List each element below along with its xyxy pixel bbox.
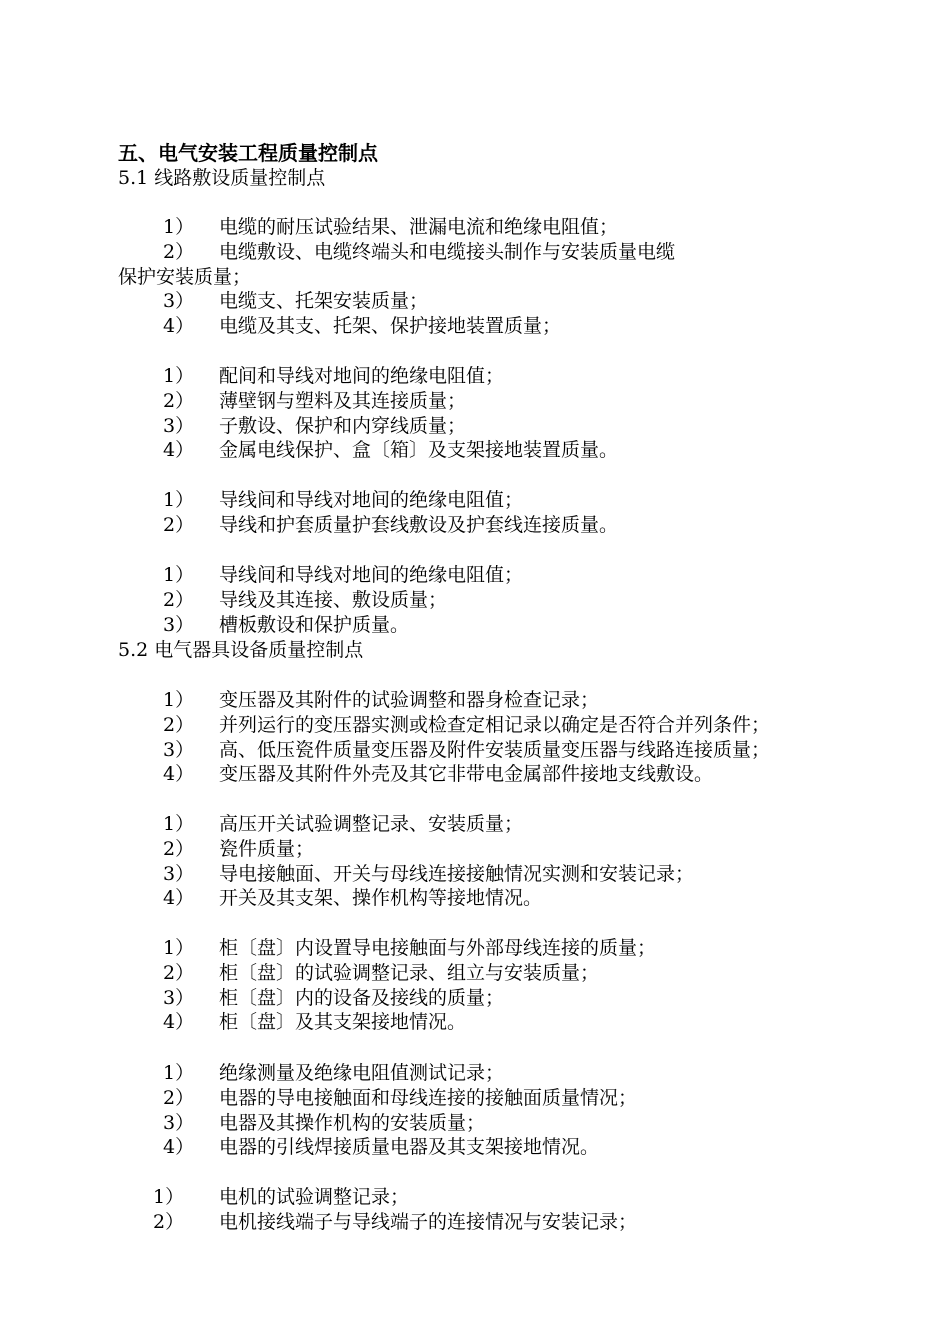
- item-text: 电机的试验调整记录；: [219, 1186, 410, 1208]
- item-text: 薄壁钢与塑料及其连接质量；: [219, 389, 467, 412]
- item-text: 柜〔盘〕内设置导电接触面与外部母线连接的质量；: [219, 937, 657, 959]
- section2-title: 5.2 电气器具设备质量控制点: [118, 639, 364, 661]
- item-number: 4）: [163, 1011, 195, 1034]
- item-text: 子敷设、保护和内穿线质量；: [219, 414, 467, 437]
- item-number: 3）: [163, 738, 195, 761]
- item-number: 2）: [163, 240, 195, 263]
- item-number: 4）: [163, 763, 195, 786]
- item-text: 配间和导线对地间的绝缘电阻值；: [219, 365, 505, 387]
- item-number: 3）: [163, 290, 195, 313]
- item-text: 变压器及其附件外壳及其它非带电金属部件接地支线敷设。: [219, 763, 714, 786]
- item-text: 柜〔盘〕及其支架接地情况。: [219, 1011, 467, 1034]
- item-number: 4）: [163, 315, 195, 338]
- section1-title: 5.1 线路敷设质量控制点: [118, 167, 326, 189]
- item-number: 3）: [163, 862, 195, 885]
- item-text: 电机接线端子与导线端子的连接情况与安装记录；: [219, 1210, 638, 1233]
- item-number: 1）: [163, 1062, 195, 1084]
- item-number: 3）: [163, 986, 195, 1009]
- item-text: 导线和护套质量护套线敷设及护套线连接质量。: [219, 513, 619, 536]
- item-text: 导线间和导线对地间的绝缘电阻值；: [219, 489, 524, 511]
- item-number: 1）: [153, 1186, 185, 1208]
- item-text: 电缆敷设、电缆终端头和电缆接头制作与安装质量电缆: [219, 240, 676, 263]
- item-text: 电缆的耐压试验结果、泄漏电流和绝缘电阻值；: [219, 216, 619, 238]
- item-number: 3）: [163, 414, 195, 437]
- item-text: 槽板敷设和保护质量。: [219, 613, 410, 636]
- item-text: 电缆及其支、托架、保护接地装置质量；: [219, 315, 562, 338]
- item-number: 2）: [163, 588, 195, 611]
- item-number: 4）: [163, 439, 195, 462]
- item-text: 高、低压瓷件质量变压器及附件安装质量变压器与线路连接质量；: [219, 738, 771, 761]
- item-number: 1）: [163, 813, 195, 835]
- item-text: 高压开关试验调整记录、安装质量；: [219, 813, 524, 835]
- item-number: 2）: [163, 1086, 195, 1109]
- item-text: 绝缘测量及绝缘电阻值测试记录；: [219, 1062, 505, 1084]
- item-number: 2）: [163, 713, 195, 736]
- item-number: 1）: [163, 216, 195, 238]
- item-number: 1）: [163, 689, 195, 711]
- item-text: 电器的导电接触面和母线连接的接触面质量情况；: [219, 1086, 638, 1109]
- item-text: 电器的引线焊接质量电器及其支架接地情况。: [219, 1136, 600, 1159]
- item-number: 2）: [163, 961, 195, 984]
- item-number: 4）: [163, 887, 195, 910]
- item-text: 导线及其连接、敷设质量；: [219, 588, 448, 611]
- item-text: 开关及其支架、操作机构等接地情况。: [219, 887, 543, 910]
- item-number: 2）: [163, 513, 195, 536]
- item-text: 金属电线保护、盒〔箱〕及支架接地装置质量。: [219, 439, 619, 462]
- item-text: 柜〔盘〕内的设备及接线的质量；: [219, 986, 505, 1009]
- item-text: 变压器及其附件的试验调整和器身检查记录；: [219, 689, 600, 711]
- item-number: 1）: [163, 937, 195, 959]
- item-number: 2）: [153, 1210, 185, 1233]
- item-number: 3）: [163, 613, 195, 636]
- item-text: 导电接触面、开关与母线连接接触情况实测和安装记录；: [219, 862, 695, 885]
- item-number: 3）: [163, 1111, 195, 1134]
- item-text: 柜〔盘〕的试验调整记录、组立与安装质量；: [219, 961, 600, 984]
- page-title: 五、电气安装工程质量控制点: [118, 141, 378, 165]
- item-number: 1）: [163, 564, 195, 586]
- item-text: 并列运行的变压器实测或检查定相记录以确定是否符合并列条件；: [219, 713, 771, 736]
- item-number: 2）: [163, 389, 195, 412]
- item-text: 电器及其操作机构的安装质量；: [219, 1111, 486, 1134]
- item-text: 电缆支、托架安装质量；: [219, 290, 429, 313]
- item-number: 1）: [163, 489, 195, 511]
- item-text: 导线间和导线对地间的绝缘电阻值；: [219, 564, 524, 586]
- item-text-continuation: 保护安装质量；: [118, 265, 252, 288]
- item-number: 2）: [163, 837, 195, 860]
- item-text: 瓷件质量；: [219, 837, 315, 860]
- item-number: 1）: [163, 365, 195, 387]
- item-number: 4）: [163, 1136, 195, 1159]
